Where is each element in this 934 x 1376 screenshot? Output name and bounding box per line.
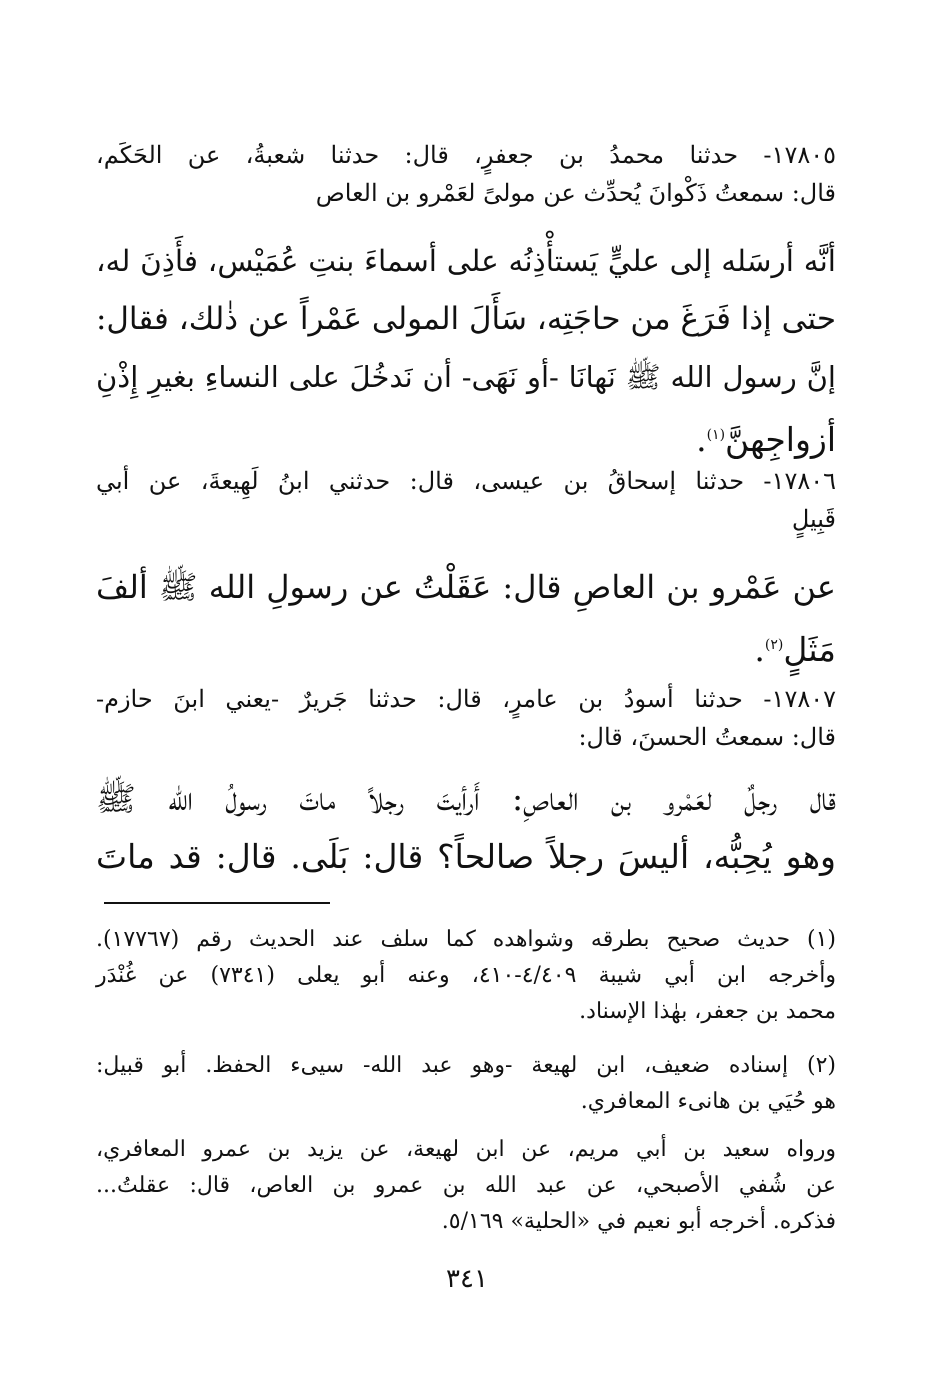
hadith-17806-matn <box>96 558 836 679</box>
footnote-line: عن شُفي الأصبحي، عن عبد الله بن عمرو بن العاص، قال: عقلتُ... <box>96 1173 836 1198</box>
footnote-line: محمد بن جعفر، بهٰذا الإسناد. <box>579 999 836 1024</box>
footnote-ref-1[interactable]: (١) <box>706 427 726 443</box>
footnote-line: (١) حديث صحيح بطرقه وشواهده كما سلف عند الحديث رقم (١٧٧٦٧). <box>96 927 836 952</box>
isnad-line: ١٧٨٠٦- حدثنا إسحاقُ بن عيسى، قال: حدثني ابنُ لَهِيعةَ، عن أبي <box>96 467 836 495</box>
matn-line: وهو يُحِبُّه، أليسَ رجلاً صالحاً؟ قال: بَلَى. قال: قد ماتَ <box>96 837 836 876</box>
footnote-line: وأخرجه ابن أبي شيبة ٤/٤٠٩-٤١٠، وعنه أبو يعلى (٧٣٤١) عن غُنْدَر <box>96 963 836 988</box>
matn-end: . <box>754 630 765 669</box>
page-number: ٣٤١ <box>446 1264 488 1294</box>
matn-line-final <box>96 616 836 679</box>
matn-end: . <box>696 420 707 459</box>
hadith-17806-isnad <box>96 462 836 538</box>
footnote-separator <box>104 902 330 904</box>
hadith-17807-matn <box>96 770 836 886</box>
matn-line: إنَّ رسول الله ﷺ نَهانَا -أو نَهَى- أن نَدخُلَ على النساءِ بغيرِ إِذْنِ <box>96 360 836 394</box>
footnote-ref-2[interactable]: (٢) <box>764 637 784 653</box>
isnad-line: قَبِيلٍ <box>791 505 836 533</box>
matn-line-final <box>96 406 836 469</box>
isnad-line: قال: سمعتُ ذَكْوانَ يُحدِّث عن مولىً لعَمْرو بن العاص <box>315 179 836 207</box>
isnad-line: ١٧٨٠٥- حدثنا محمدُ بن جعفرٍ، قال: حدثنا شعبةُ، عن الحَكَم، <box>96 141 836 169</box>
footnote-2 <box>96 1048 836 1120</box>
footnote-line: ورواه سعيد بن أبي مريم، عن ابن لهيعة، عن يزيد بن عمرو المعافري، <box>96 1137 836 1162</box>
hadith-17805-isnad <box>96 136 836 212</box>
matn-line: قال رجلٌ لعَمْرو بن العاصِ: أَرأيتَ رجلاً ماتَ رسولُ الله ﷺ <box>96 779 836 818</box>
footnote-line: هو حُيَي بن هانىء المعافري. <box>580 1089 836 1114</box>
isnad-line: قال: سمعتُ الحسنَ، قال: <box>578 723 836 751</box>
matn-line: عن عَمْرو بن العاصِ قال: عَقَلْتُ عن رسولِ الله ﷺ ألفَ <box>96 568 837 606</box>
matn-line: أنَّه أرسَله إلى عليٍّ يَستأْذِنُه على أسماءَ بنتِ عُمَيْس، فأَذِنَ له، <box>96 244 836 278</box>
footnote-1 <box>96 922 836 1030</box>
footnote-2-continuation <box>96 1132 836 1240</box>
isnad-line: ١٧٨٠٧- حدثنا أسودُ بن عامرٍ، قال: حدثنا جَريرٌ -يعني ابنَ حازم- <box>96 685 836 713</box>
matn-text: مَثَلٍ <box>783 630 836 669</box>
footnote-line: فذكره. أخرجه أبو نعيم في «الحلية» ٥/١٦٩. <box>441 1209 836 1234</box>
matn-text: أزواجِهنَّ <box>725 420 836 459</box>
hadith-17807-isnad <box>96 680 836 756</box>
hadith-17805-matn <box>96 232 836 469</box>
footnote-line: (٢) إسناده ضعيف، ابن لهيعة -وهو عبد الله- سيىء الحفظ. أبو قبيل: <box>96 1053 836 1078</box>
matn-line: حتى إذا فَرَغَ من حاجَتِه، سَأَلَ المولى عَمْراً عن ذٰلك، فقال: <box>95 301 836 337</box>
